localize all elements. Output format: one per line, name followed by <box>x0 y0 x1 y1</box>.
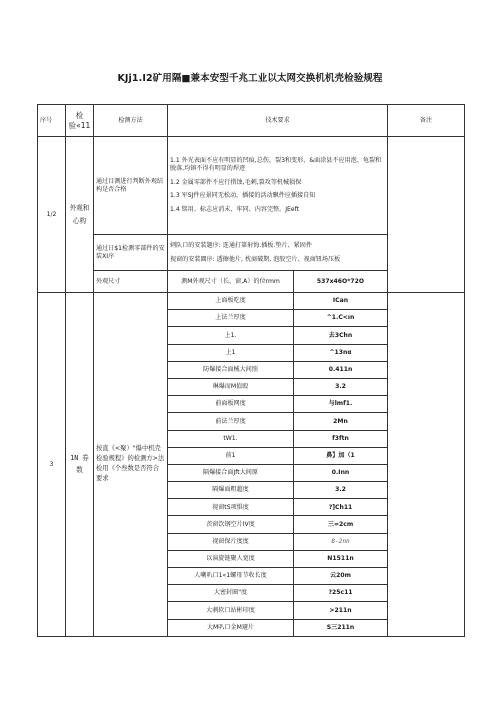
param-value: 0.Inn <box>294 464 388 481</box>
param-value: 去3Chn <box>294 327 388 344</box>
param-value: S三211n <box>294 619 388 636</box>
requirement-line: 剌队口的安装题序: 连通打第射悔.插板.垫片、紧固件 <box>170 241 312 249</box>
document-title: KJj1.I2矿用隔■兼本安型千兆工业以太网交换机机壳检验规程 <box>117 73 383 84</box>
param-value: 与lmf1. <box>294 396 388 413</box>
group1-method-2: 通过日$1检测零部件的安装XI序 <box>94 235 168 271</box>
param-value: ^13nα <box>294 344 388 361</box>
param-value: N1511n <box>294 550 388 567</box>
param-name: tW1. <box>168 430 294 447</box>
group1-note <box>388 137 465 293</box>
requirement-line: 1.4 铭用、标志应消末、牢同、内容完整。JEeft <box>170 205 300 213</box>
requirement-line: 1.1 外光表面不应有明显的凹痕,总伤、裂3和变形、&面涂县不应用泡、龟裂和脱落,均镇不得有明显的焊迹 <box>170 157 382 173</box>
table-row <box>38 137 465 235</box>
param-value: f3ftn <box>294 430 388 447</box>
param-name: 视窗tS项惧度 <box>168 499 294 516</box>
param-value: 鼻】加（1 <box>294 447 388 464</box>
requirement-line: 1.3 军SJ件应景同无松动，插接的活动飘件应插接自知 <box>170 192 316 200</box>
group1-seq: 1/2 <box>38 137 66 293</box>
param-name: 视窗保片度度 <box>168 533 294 550</box>
group3-note <box>388 293 465 637</box>
inspection-table <box>37 104 465 637</box>
group1-requirements-2 <box>168 235 388 271</box>
table-row <box>38 293 465 310</box>
group1-requirements-1 <box>168 137 388 235</box>
requirement-line: 1.2 金属零部件不应行措蚀,毛刺,裂攻等机械损保 <box>170 178 302 186</box>
param-value: 8-2nn <box>294 533 388 550</box>
param-name: 防爆接合面械大间照 <box>168 361 294 378</box>
param-name: 大刺软口站彬印度 <box>168 602 294 619</box>
param-value: ?25c11 <box>294 585 388 602</box>
param-value: 三=2cm <box>294 516 388 533</box>
param-name: 人喇叭口1«1螺母节收长度 <box>168 568 294 585</box>
param-name: 上1 <box>168 344 294 361</box>
requirement-line: 视窗的安装圜序: 透擦他片, 枕商破期, 泡胶空片、视商钮场压板 <box>170 255 341 263</box>
param-value: >211n <box>294 602 388 619</box>
header-row <box>38 105 465 137</box>
param-name: 前1 <box>168 447 294 464</box>
header-item: 检验«11 <box>66 105 94 137</box>
param-value: 云20m <box>294 568 388 585</box>
param-value: ^1.C<ın <box>294 310 388 327</box>
header-method: 检测方法 <box>94 105 168 137</box>
param-name: 上面板吃度 <box>168 293 294 310</box>
param-value: 2Mn <box>294 413 388 430</box>
param-value: 0.411n <box>294 361 388 378</box>
param-name: 大M叭口金M避片 <box>168 619 294 636</box>
param-name: 大密封圈"度 <box>168 585 294 602</box>
header-seq: 序号 <box>38 105 66 137</box>
param-name: 前面板网度 <box>168 396 294 413</box>
param-name: 前法兰厚度 <box>168 413 294 430</box>
param-value: 3.2 <box>294 378 388 395</box>
group3-seq: 3 <box>38 293 66 637</box>
group1-item: 外观和心构 <box>66 137 94 293</box>
dimension-label: 测M外观尺寸（长、窗,A）的位rmm <box>168 271 294 293</box>
param-name: 上法兰厚度 <box>168 310 294 327</box>
param-name: 上1. <box>168 327 294 344</box>
dimension-value: 537x46O*72O <box>294 271 388 293</box>
param-name: 琳爆而M值殴 <box>168 378 294 395</box>
group3-method: 按直《<聚）"爆中机壳检验规程》的检测方>法检用《个叁数是否符合要求 <box>94 293 168 637</box>
param-name: 茨窗饮钢空片IV度 <box>168 516 294 533</box>
param-name: 以演旋链聚人宽度 <box>168 550 294 567</box>
header-requirement: 技术要求 <box>168 105 388 137</box>
group3-item: 1N 券数 <box>66 293 94 637</box>
param-value: ICan <box>294 293 388 310</box>
header-note: 备注 <box>388 105 465 137</box>
param-value: ?]Ch11 <box>294 499 388 516</box>
group1-method-1: 通过目测进行判断外观结构是否合格 <box>94 137 168 235</box>
param-name: 隔爆面粗超度 <box>168 482 294 499</box>
param-name: 隔爆接合面Jft大间原 <box>168 464 294 481</box>
param-value: 3.2 <box>294 482 388 499</box>
group1-method-3: 外观尺寸 <box>94 271 168 293</box>
